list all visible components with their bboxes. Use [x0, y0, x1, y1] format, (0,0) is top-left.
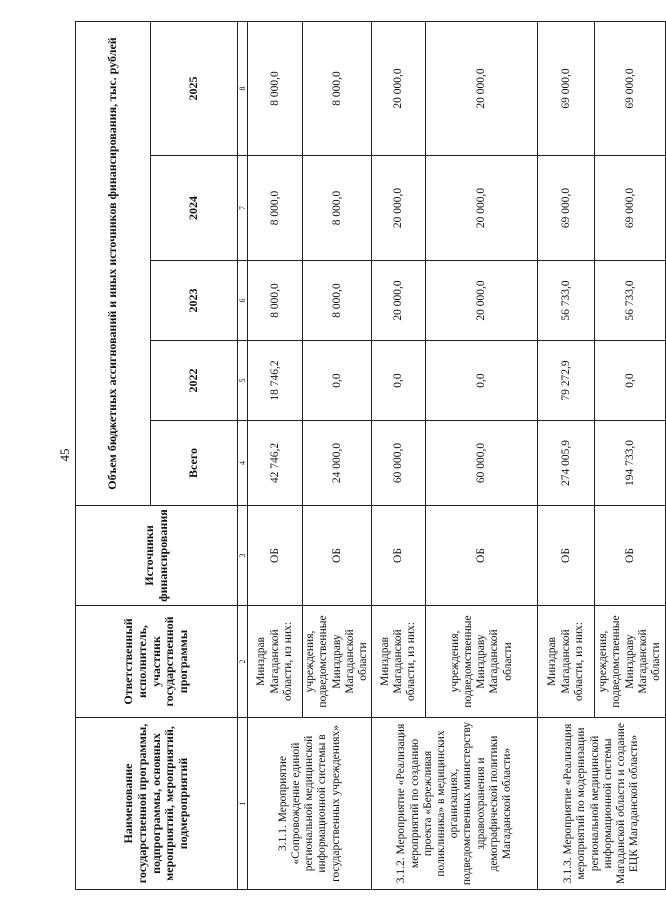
executor-cell: Минздрав Магаданской области, из них:	[538, 606, 595, 718]
y2025-cell: 20 000,0	[372, 21, 426, 155]
y2025-cell: 69 000,0	[538, 21, 595, 155]
y2023-cell: 56 733,0	[595, 261, 666, 341]
y2024-cell: 20 000,0	[426, 156, 538, 261]
y2025-cell: 69 000,0	[595, 21, 666, 155]
table-row	[248, 21, 303, 889]
total-cell: 274 005,9	[538, 421, 595, 506]
executor-cell: Минздрав Магаданской области, из них:	[372, 606, 426, 718]
column-number: 2	[238, 606, 248, 718]
executor-cell: учреждения, подведомственные Минздраву Магаданской области	[595, 606, 666, 718]
y2024-cell: 8 000,0	[248, 156, 303, 261]
executor-cell: учреждения, подведомственные Минздраву Магаданской области	[426, 606, 538, 718]
column-number: 5	[238, 341, 248, 421]
y2022-cell: 0,0	[595, 341, 666, 421]
header-2024: 2024	[151, 156, 238, 261]
header-row-1	[76, 21, 151, 889]
total-cell: 24 000,0	[303, 421, 372, 506]
source-cell: ОБ	[248, 506, 303, 606]
y2023-cell: 20 000,0	[372, 261, 426, 341]
column-number: 4	[238, 421, 248, 506]
y2023-cell: 56 733,0	[538, 261, 595, 341]
y2025-cell: 20 000,0	[426, 21, 538, 155]
column-number: 7	[238, 156, 248, 261]
table-row	[538, 21, 595, 889]
header-2025: 2025	[151, 21, 238, 155]
header-total: Всего	[151, 421, 238, 506]
header-source: Источники финансирования	[76, 506, 238, 606]
header-name: Наименование государственной программы, подпрограммы, основных мероприятий, мероприятий, подмероприятий	[76, 718, 238, 890]
column-number: 3	[238, 506, 248, 606]
executor-cell: Минздрав Магаданской области, из них:	[248, 606, 303, 718]
y2022-cell: 0,0	[426, 341, 538, 421]
y2022-cell: 0,0	[372, 341, 426, 421]
y2024-cell: 20 000,0	[372, 156, 426, 261]
header-2022: 2022	[151, 341, 238, 421]
source-cell: ОБ	[595, 506, 666, 606]
y2023-cell: 8 000,0	[248, 261, 303, 341]
activity-name-cell: 3.1.2. Мероприятие «Реализация мероприятий по созданию проекта «Бережливая поликлиника» в медицинских организациях, подведомственных министерству здравоохранения и демографической политики Магаданской области»	[372, 718, 538, 890]
rotated-table-wrapper	[75, 22, 663, 890]
y2022-cell: 0,0	[303, 341, 372, 421]
y2024-cell: 69 000,0	[595, 156, 666, 261]
header-2023: 2023	[151, 261, 238, 341]
header-volume: Объем бюджетных ассигнований и иных источников финансирования, тыс. рублей	[76, 21, 151, 505]
activity-name-cell: 3.1.3. Мероприятие «Реализация мероприятий по модернизации региональной медицинской информационной системы Магаданской области и создание ЕЦК Магаданской области»	[538, 718, 666, 890]
source-cell: ОБ	[372, 506, 426, 606]
table-row	[372, 21, 426, 889]
y2023-cell: 20 000,0	[426, 261, 538, 341]
y2023-cell: 8 000,0	[303, 261, 372, 341]
y2022-cell: 18 746,2	[248, 341, 303, 421]
y2024-cell: 69 000,0	[538, 156, 595, 261]
header-executor: Ответственный исполнитель, участник государственной программы	[76, 606, 238, 718]
total-cell: 60 000,0	[372, 421, 426, 506]
y2022-cell: 79 272,9	[538, 341, 595, 421]
y2024-cell: 8 000,0	[303, 156, 372, 261]
column-number: 8	[238, 21, 248, 155]
column-number: 1	[238, 718, 248, 890]
y2025-cell: 8 000,0	[248, 21, 303, 155]
total-cell: 42 746,2	[248, 421, 303, 506]
financing-table	[75, 21, 666, 890]
total-cell: 194 733,0	[595, 421, 666, 506]
page-number: 45	[57, 448, 72, 462]
y2025-cell: 8 000,0	[303, 21, 372, 155]
source-cell: ОБ	[426, 506, 538, 606]
activity-name-cell: 3.1.1. Мероприятие «Сопровождение единой региональной медицинской информационной системы в государственных учреждениях»	[248, 718, 372, 890]
column-number: 6	[238, 261, 248, 341]
total-cell: 60 000,0	[426, 421, 538, 506]
column-numbers-row	[238, 21, 248, 889]
source-cell: ОБ	[538, 506, 595, 606]
executor-cell: учреждения, подведомственные Минздраву Магаданской области	[303, 606, 372, 718]
source-cell: ОБ	[303, 506, 372, 606]
